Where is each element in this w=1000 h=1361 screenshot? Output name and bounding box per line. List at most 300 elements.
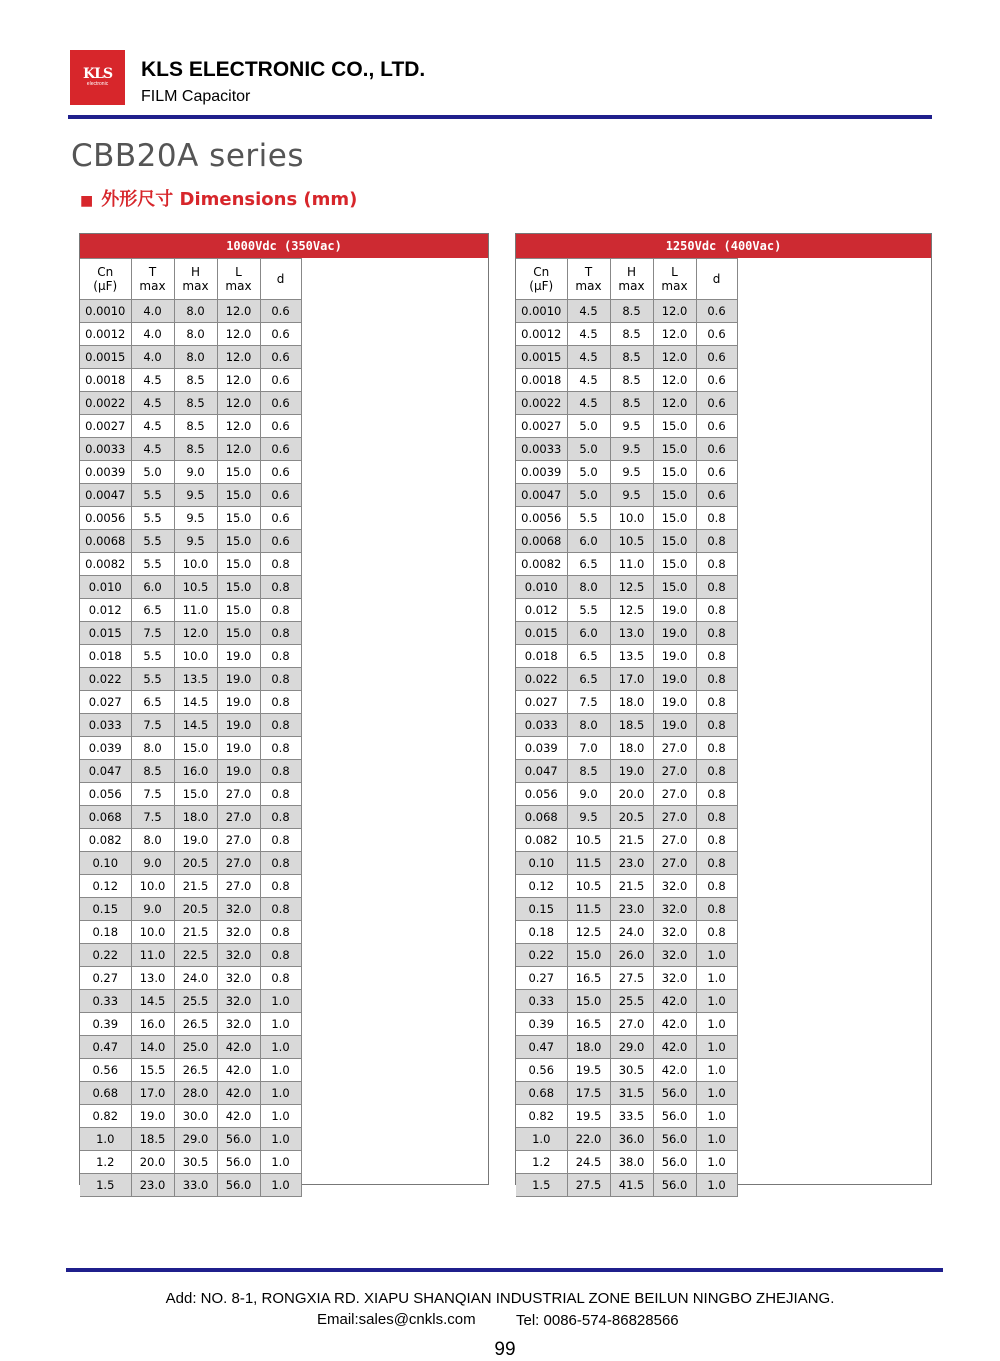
- table-row: [516, 783, 737, 806]
- table-cell: 19.0: [174, 829, 217, 852]
- table-row: [80, 760, 301, 783]
- table-cell: 0.6: [260, 484, 301, 507]
- table-row: [516, 1036, 737, 1059]
- table-cell: 32.0: [653, 921, 696, 944]
- table-cell: 9.5: [174, 530, 217, 553]
- table-cell: 12.0: [217, 300, 260, 323]
- table-cell: 15.0: [653, 530, 696, 553]
- table-cell: 22.0: [567, 1128, 610, 1151]
- table-cell: 0.0022: [516, 392, 567, 415]
- table-cell: 8.0: [174, 300, 217, 323]
- table-cell: 0.0027: [516, 415, 567, 438]
- table-cell: 0.033: [80, 714, 131, 737]
- table-cell: 30.5: [174, 1151, 217, 1174]
- table-cell: 5.0: [131, 461, 174, 484]
- table-cell: 29.0: [610, 1036, 653, 1059]
- table-cell: 0.39: [516, 1013, 567, 1036]
- table-cell: 5.0: [567, 461, 610, 484]
- column-header-unit: (μF): [93, 279, 118, 293]
- column-header: [653, 259, 696, 300]
- table-cell: 0.8: [260, 645, 301, 668]
- table-cell: 14.5: [131, 990, 174, 1013]
- table-cell: 0.8: [696, 898, 737, 921]
- table-row: [80, 645, 301, 668]
- table-cell: 19.0: [653, 645, 696, 668]
- square-bullet-icon: ■: [80, 193, 94, 209]
- table-row: [80, 1174, 301, 1197]
- table-cell: 21.5: [610, 829, 653, 852]
- table-cell: 0.22: [80, 944, 131, 967]
- table-cell: 8.5: [174, 415, 217, 438]
- table-cell: 4.5: [567, 323, 610, 346]
- table-cell: 0.0082: [80, 553, 131, 576]
- table-cell: 8.5: [131, 760, 174, 783]
- column-header: [610, 259, 653, 300]
- table-cell: 0.039: [516, 737, 567, 760]
- table-cell: 23.0: [131, 1174, 174, 1197]
- table-cell: 27.5: [610, 967, 653, 990]
- table-row: [516, 990, 737, 1013]
- table-cell: 1.0: [696, 1059, 737, 1082]
- table-row: [516, 438, 737, 461]
- table-cell: 0.47: [80, 1036, 131, 1059]
- column-header-label: d: [712, 272, 721, 286]
- column-header-unit: max: [661, 279, 688, 293]
- table-cell: 6.5: [567, 668, 610, 691]
- table-cell: 12.0: [217, 369, 260, 392]
- table-cell: 8.5: [610, 392, 653, 415]
- table-row: [80, 346, 301, 369]
- table-cell: 0.033: [516, 714, 567, 737]
- table-row: [80, 1059, 301, 1082]
- table-cell: 13.0: [610, 622, 653, 645]
- table-cell: 1.0: [260, 1013, 301, 1036]
- table-cell: 18.0: [610, 691, 653, 714]
- table-cell: 0.8: [696, 829, 737, 852]
- table-cell: 12.0: [174, 622, 217, 645]
- table-cell: 0.6: [260, 530, 301, 553]
- table-row: [516, 737, 737, 760]
- table-cell: 0.6: [260, 300, 301, 323]
- table-cell: 0.010: [80, 576, 131, 599]
- table-cell: 7.5: [131, 714, 174, 737]
- table-row: [516, 944, 737, 967]
- table-voltage-header: 1000Vdc (350Vac): [80, 234, 488, 258]
- table-cell: 1.0: [260, 1082, 301, 1105]
- table-row: [516, 898, 737, 921]
- table-cell: 0.0033: [516, 438, 567, 461]
- table-row: [516, 461, 737, 484]
- table-cell: 33.0: [174, 1174, 217, 1197]
- table-cell: 0.6: [696, 323, 737, 346]
- table-cell: 8.5: [174, 438, 217, 461]
- table-cell: 0.8: [260, 829, 301, 852]
- table-cell: 0.12: [516, 875, 567, 898]
- table-cell: 0.6: [696, 346, 737, 369]
- table-cell: 32.0: [653, 944, 696, 967]
- table-cell: 19.0: [217, 737, 260, 760]
- column-header-unit: (μF): [529, 279, 554, 293]
- table-row: [80, 1013, 301, 1036]
- table-cell: 5.5: [131, 668, 174, 691]
- table-cell: 7.5: [131, 622, 174, 645]
- table-cell: 0.6: [260, 392, 301, 415]
- table-cell: 0.8: [696, 806, 737, 829]
- table-row: [516, 392, 737, 415]
- table-cell: 0.47: [516, 1036, 567, 1059]
- table-cell: 0.082: [516, 829, 567, 852]
- table-cell: 10.5: [610, 530, 653, 553]
- table-cell: 0.027: [80, 691, 131, 714]
- table-cell: 38.0: [610, 1151, 653, 1174]
- table-row: [80, 921, 301, 944]
- table-cell: 0.27: [80, 967, 131, 990]
- table-cell: 10.5: [174, 576, 217, 599]
- table-cell: 0.6: [696, 392, 737, 415]
- table-cell: 1.0: [696, 944, 737, 967]
- table-row: [80, 392, 301, 415]
- table-cell: 0.56: [80, 1059, 131, 1082]
- table-cell: 13.5: [610, 645, 653, 668]
- table-cell: 56.0: [653, 1174, 696, 1197]
- table-cell: 15.0: [217, 484, 260, 507]
- table-row: [80, 323, 301, 346]
- table-cell: 10.0: [174, 645, 217, 668]
- column-header-row: [80, 259, 301, 300]
- table-row: [80, 691, 301, 714]
- table-cell: 15.0: [653, 461, 696, 484]
- table-cell: 0.0039: [80, 461, 131, 484]
- table-row: [516, 1059, 737, 1082]
- table-cell: 9.5: [610, 415, 653, 438]
- table-cell: 12.0: [653, 300, 696, 323]
- table-cell: 5.5: [131, 484, 174, 507]
- column-header: [696, 259, 737, 300]
- table-cell: 0.8: [260, 944, 301, 967]
- table-cell: 0.6: [696, 300, 737, 323]
- table-cell: 10.0: [610, 507, 653, 530]
- table-cell: 0.15: [80, 898, 131, 921]
- table-cell: 36.0: [610, 1128, 653, 1151]
- table-row: [516, 691, 737, 714]
- table-cell: 8.5: [174, 392, 217, 415]
- table-cell: 0.12: [80, 875, 131, 898]
- column-header-label: H: [626, 265, 637, 279]
- table-cell: 4.5: [131, 415, 174, 438]
- table-row: [516, 714, 737, 737]
- table-cell: 19.0: [653, 714, 696, 737]
- table-cell: 27.0: [653, 829, 696, 852]
- table-cell: 4.0: [131, 300, 174, 323]
- table-row: [80, 990, 301, 1013]
- table-cell: 42.0: [653, 1036, 696, 1059]
- table-cell: 27.0: [217, 875, 260, 898]
- table-row: [80, 668, 301, 691]
- table-cell: 0.6: [696, 369, 737, 392]
- table-cell: 9.5: [174, 507, 217, 530]
- table-cell: 19.0: [217, 645, 260, 668]
- table-cell: 27.0: [653, 737, 696, 760]
- table-cell: 19.0: [217, 760, 260, 783]
- footer-divider: [66, 1268, 943, 1272]
- table-cell: 9.5: [610, 438, 653, 461]
- table-cell: 13.5: [174, 668, 217, 691]
- table-cell: 0.8: [260, 714, 301, 737]
- table-row: [516, 1105, 737, 1128]
- table-cell: 0.68: [516, 1082, 567, 1105]
- section-title: 外形尺寸 Dimensions (mm): [101, 189, 358, 210]
- table-cell: 0.8: [260, 852, 301, 875]
- table-cell: 0.6: [260, 323, 301, 346]
- table-cell: 4.5: [567, 369, 610, 392]
- table-cell: 0.8: [260, 806, 301, 829]
- dimension-table-1000vdc: [79, 233, 489, 1192]
- table-cell: 0.8: [260, 737, 301, 760]
- table-cell: 0.8: [260, 553, 301, 576]
- table-cell: 24.0: [610, 921, 653, 944]
- table-cell: 4.5: [567, 346, 610, 369]
- table-row: [80, 576, 301, 599]
- table-row: [516, 369, 737, 392]
- table-cell: 0.0082: [516, 553, 567, 576]
- table-cell: 1.0: [260, 1128, 301, 1151]
- table-cell: 6.0: [131, 576, 174, 599]
- table-row: [516, 300, 737, 323]
- column-header: [217, 259, 260, 300]
- table-cell: 32.0: [217, 990, 260, 1013]
- table-cell: 19.0: [653, 599, 696, 622]
- table-cell: 1.0: [696, 1151, 737, 1174]
- table-row: [80, 300, 301, 323]
- table-cell: 11.0: [610, 553, 653, 576]
- table-cell: 0.022: [516, 668, 567, 691]
- table-cell: 15.0: [217, 576, 260, 599]
- table-cell: 0.8: [260, 622, 301, 645]
- table-cell: 0.0068: [516, 530, 567, 553]
- column-header-unit: max: [182, 279, 209, 293]
- page-number: 99: [494, 1339, 516, 1360]
- table-cell: 15.0: [567, 990, 610, 1013]
- table-cell: 32.0: [217, 944, 260, 967]
- table-row: [80, 737, 301, 760]
- table-cell: 16.0: [174, 760, 217, 783]
- table-cell: 19.0: [217, 714, 260, 737]
- table-cell: 6.0: [567, 622, 610, 645]
- table-cell: 41.5: [610, 1174, 653, 1197]
- table-cell: 0.0010: [516, 300, 567, 323]
- table-cell: 0.0056: [516, 507, 567, 530]
- table-cell: 12.5: [567, 921, 610, 944]
- table-cell: 0.027: [516, 691, 567, 714]
- column-header-unit: max: [575, 279, 602, 293]
- table-cell: 0.6: [696, 461, 737, 484]
- table-cell: 15.0: [653, 507, 696, 530]
- table-cell: 14.0: [131, 1036, 174, 1059]
- table-row: [80, 1151, 301, 1174]
- table-cell: 12.0: [217, 323, 260, 346]
- table-cell: 5.5: [131, 645, 174, 668]
- table-cell: 15.5: [131, 1059, 174, 1082]
- table-cell: 0.33: [516, 990, 567, 1013]
- table-cell: 27.5: [567, 1174, 610, 1197]
- table-cell: 15.0: [217, 553, 260, 576]
- table-cell: 30.5: [610, 1059, 653, 1082]
- column-header-unit: max: [225, 279, 252, 293]
- table-cell: 27.0: [610, 1013, 653, 1036]
- section-heading: [80, 185, 357, 211]
- column-header-label: H: [190, 265, 201, 279]
- table-cell: 0.8: [260, 576, 301, 599]
- table-cell: 0.018: [516, 645, 567, 668]
- table-cell: 12.0: [653, 369, 696, 392]
- table-cell: 1.5: [516, 1174, 567, 1197]
- table-cell: 0.22: [516, 944, 567, 967]
- table-row: [80, 944, 301, 967]
- table-cell: 0.8: [260, 691, 301, 714]
- table-row: [516, 1082, 737, 1105]
- table-cell: 0.8: [696, 760, 737, 783]
- table-cell: 11.5: [567, 898, 610, 921]
- table-cell: 15.0: [653, 415, 696, 438]
- table-cell: 5.5: [131, 507, 174, 530]
- table-cell: 0.8: [696, 599, 737, 622]
- table-row: [80, 530, 301, 553]
- table-cell: 0.8: [260, 760, 301, 783]
- table-cell: 0.8: [696, 507, 737, 530]
- table-row: [80, 1036, 301, 1059]
- table-cell: 1.5: [80, 1174, 131, 1197]
- column-header-unit: max: [618, 279, 645, 293]
- table-cell: 32.0: [217, 1013, 260, 1036]
- table-cell: 56.0: [217, 1174, 260, 1197]
- table-cell: 0.8: [696, 530, 737, 553]
- table-cell: 27.0: [217, 783, 260, 806]
- table-row: [80, 507, 301, 530]
- table-row: [80, 461, 301, 484]
- table-cell: 0.8: [696, 622, 737, 645]
- table-cell: 1.2: [516, 1151, 567, 1174]
- table-row: [516, 553, 737, 576]
- table-cell: 21.5: [174, 875, 217, 898]
- table-cell: 1.0: [260, 1059, 301, 1082]
- header-divider: [68, 115, 932, 119]
- table-cell: 5.0: [567, 484, 610, 507]
- table-cell: 15.0: [174, 737, 217, 760]
- table-cell: 1.0: [260, 1174, 301, 1197]
- table-cell: 16.0: [131, 1013, 174, 1036]
- table-cell: 0.012: [516, 599, 567, 622]
- table-cell: 42.0: [217, 1059, 260, 1082]
- table-cell: 0.8: [696, 921, 737, 944]
- table-row: [516, 1151, 737, 1174]
- table-cell: 0.8: [260, 898, 301, 921]
- column-header: [131, 259, 174, 300]
- table-cell: 0.068: [80, 806, 131, 829]
- table-cell: 0.047: [80, 760, 131, 783]
- table-cell: 7.5: [131, 806, 174, 829]
- table-cell: 7.0: [567, 737, 610, 760]
- table-cell: 0.047: [516, 760, 567, 783]
- table-cell: 19.0: [217, 691, 260, 714]
- company-name: KLS ELECTRONIC CO., LTD.: [141, 58, 426, 81]
- footer-tel: Tel: 0086-574-86828566: [516, 1312, 679, 1329]
- table-cell: 0.0010: [80, 300, 131, 323]
- table-row: [80, 553, 301, 576]
- table-cell: 0.39: [80, 1013, 131, 1036]
- table-cell: 0.8: [260, 783, 301, 806]
- table-cell: 29.0: [174, 1128, 217, 1151]
- table-cell: 24.0: [174, 967, 217, 990]
- table-cell: 0.082: [80, 829, 131, 852]
- table-row: [80, 967, 301, 990]
- table-cell: 32.0: [217, 898, 260, 921]
- table-cell: 8.5: [610, 369, 653, 392]
- table-cell: 0.0022: [80, 392, 131, 415]
- table-cell: 1.0: [696, 1082, 737, 1105]
- table-cell: 12.5: [610, 599, 653, 622]
- table-cell: 27.0: [653, 783, 696, 806]
- table-cell: 24.5: [567, 1151, 610, 1174]
- table-row: [516, 346, 737, 369]
- column-header-label: Cn: [533, 265, 550, 279]
- table-cell: 4.0: [131, 346, 174, 369]
- table-cell: 0.82: [80, 1105, 131, 1128]
- table-cell: 0.0033: [80, 438, 131, 461]
- table-cell: 1.0: [80, 1128, 131, 1151]
- table-cell: 6.0: [567, 530, 610, 553]
- table-cell: 32.0: [653, 967, 696, 990]
- table-cell: 0.056: [516, 783, 567, 806]
- table-cell: 56.0: [653, 1082, 696, 1105]
- table-row: [80, 806, 301, 829]
- table-cell: 9.5: [174, 484, 217, 507]
- table-cell: 33.5: [610, 1105, 653, 1128]
- table-cell: 8.0: [567, 714, 610, 737]
- table-cell: 1.0: [696, 990, 737, 1013]
- table-cell: 0.6: [260, 415, 301, 438]
- table-cell: 15.0: [653, 484, 696, 507]
- table-cell: 9.0: [131, 852, 174, 875]
- table-cell: 17.0: [131, 1082, 174, 1105]
- table-cell: 0.010: [516, 576, 567, 599]
- dimension-grid: [516, 258, 738, 1197]
- table-cell: 0.8: [696, 737, 737, 760]
- table-cell: 32.0: [653, 898, 696, 921]
- table-cell: 8.5: [610, 300, 653, 323]
- table-cell: 0.039: [80, 737, 131, 760]
- table-cell: 0.8: [696, 553, 737, 576]
- table-cell: 0.6: [260, 369, 301, 392]
- table-cell: 4.5: [567, 392, 610, 415]
- table-cell: 0.0039: [516, 461, 567, 484]
- table-row: [80, 829, 301, 852]
- company-logo: [70, 50, 125, 105]
- table-cell: 27.0: [217, 829, 260, 852]
- table-cell: 12.0: [653, 346, 696, 369]
- table-cell: 15.0: [217, 507, 260, 530]
- table-cell: 0.6: [260, 346, 301, 369]
- table-cell: 11.5: [567, 852, 610, 875]
- table-cell: 56.0: [653, 1105, 696, 1128]
- footer-address: Add: NO. 8-1, RONGXIA RD. XIAPU SHANQIAN INDUSTRIAL ZONE BEILUN NINGBO ZHEJIANG.: [165, 1290, 835, 1307]
- table-cell: 0.27: [516, 967, 567, 990]
- column-header-label: Cn: [97, 265, 114, 279]
- table-cell: 0.0047: [516, 484, 567, 507]
- table-cell: 32.0: [653, 875, 696, 898]
- table-cell: 15.0: [567, 944, 610, 967]
- table-cell: 19.0: [653, 668, 696, 691]
- table-cell: 0.015: [80, 622, 131, 645]
